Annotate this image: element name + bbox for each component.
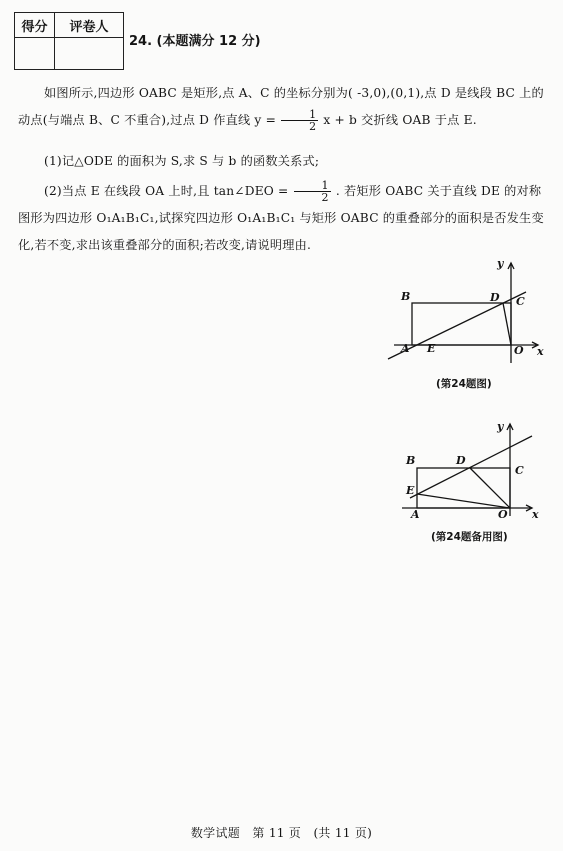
fig1-label-x: x bbox=[537, 345, 544, 358]
part2-text-b: . 若矩形 OABC 关于直线 DE 的对称图形为四边形 O₁A₁B₁C₁,试探究四边形 O₁A₁B₁C₁ 与矩形 OABC 的重叠部分的面积是否发生变化,若不变,求出该重叠部分的面积;若改变,请说明理由. bbox=[18, 184, 544, 252]
fig1-label-a: A bbox=[401, 342, 410, 355]
page-footer bbox=[0, 824, 563, 841]
footer-total: (共 11 页) bbox=[313, 826, 373, 840]
intro-fraction bbox=[281, 109, 318, 132]
question-part2 bbox=[18, 178, 550, 259]
fig2-label-d: D bbox=[456, 454, 466, 467]
footer-subject: 数学试题 bbox=[190, 826, 241, 840]
part2-text-a: (2)当点 E 在线段 OA 上时,且 tan∠DEO = bbox=[44, 184, 289, 198]
question-title: 24. (本题满分 12 分) bbox=[129, 34, 261, 49]
score-label: 得分 bbox=[15, 13, 55, 38]
footer-page: 第 11 页 bbox=[252, 826, 302, 840]
fig1-label-e: E bbox=[427, 342, 436, 355]
fig2-label-c: C bbox=[515, 464, 524, 477]
intro-frac-num: 1 bbox=[281, 109, 318, 121]
fig2-line-de bbox=[410, 436, 532, 498]
question-intro bbox=[18, 80, 550, 134]
grader-label: 评卷人 bbox=[55, 13, 123, 38]
part2-fraction bbox=[294, 180, 331, 203]
fig1-label-b: B bbox=[401, 290, 411, 303]
fig2-label-b: B bbox=[406, 454, 416, 467]
intro-text-b: x + b 交折线 OAB 于点 E. bbox=[323, 113, 477, 127]
figure-1 bbox=[380, 255, 560, 370]
part2-frac-den: 2 bbox=[321, 191, 329, 204]
fig1-label-o: O bbox=[514, 344, 524, 357]
intro-text-a: 如图所示,四边形 OABC 是矩形,点 A、C 的坐标分别为( -3,0),(0,1),点 D 是线段 BC 上的动点(与端点 B、C 不重合),过点 D 作直线 y = bbox=[18, 86, 544, 127]
fig2-segment-eo bbox=[417, 494, 510, 508]
figure-2-caption: (第24题备用图) bbox=[431, 531, 508, 543]
part2-frac-num: 1 bbox=[294, 180, 331, 192]
figure-1-caption: (第24题图) bbox=[436, 378, 492, 390]
fig2-label-a: A bbox=[411, 508, 420, 521]
fig1-segment-do bbox=[503, 303, 511, 345]
score-cell[interactable] bbox=[15, 38, 55, 69]
score-box bbox=[14, 12, 124, 70]
fig2-label-x: x bbox=[532, 508, 539, 521]
fig1-label-d: D bbox=[490, 291, 500, 304]
fig2-label-y: y bbox=[497, 420, 504, 433]
grader-cell[interactable] bbox=[55, 38, 123, 69]
intro-frac-den: 2 bbox=[309, 120, 317, 133]
fig1-label-y: y bbox=[497, 257, 504, 270]
fig2-segment-do bbox=[470, 468, 510, 508]
fig2-label-e: E bbox=[406, 484, 415, 497]
question-part1: (1)记△ODE 的面积为 S,求 S 与 b 的函数关系式; bbox=[44, 154, 320, 168]
fig1-label-c: C bbox=[516, 295, 525, 308]
figure-2 bbox=[392, 418, 552, 523]
fig2-label-o: O bbox=[498, 508, 508, 521]
